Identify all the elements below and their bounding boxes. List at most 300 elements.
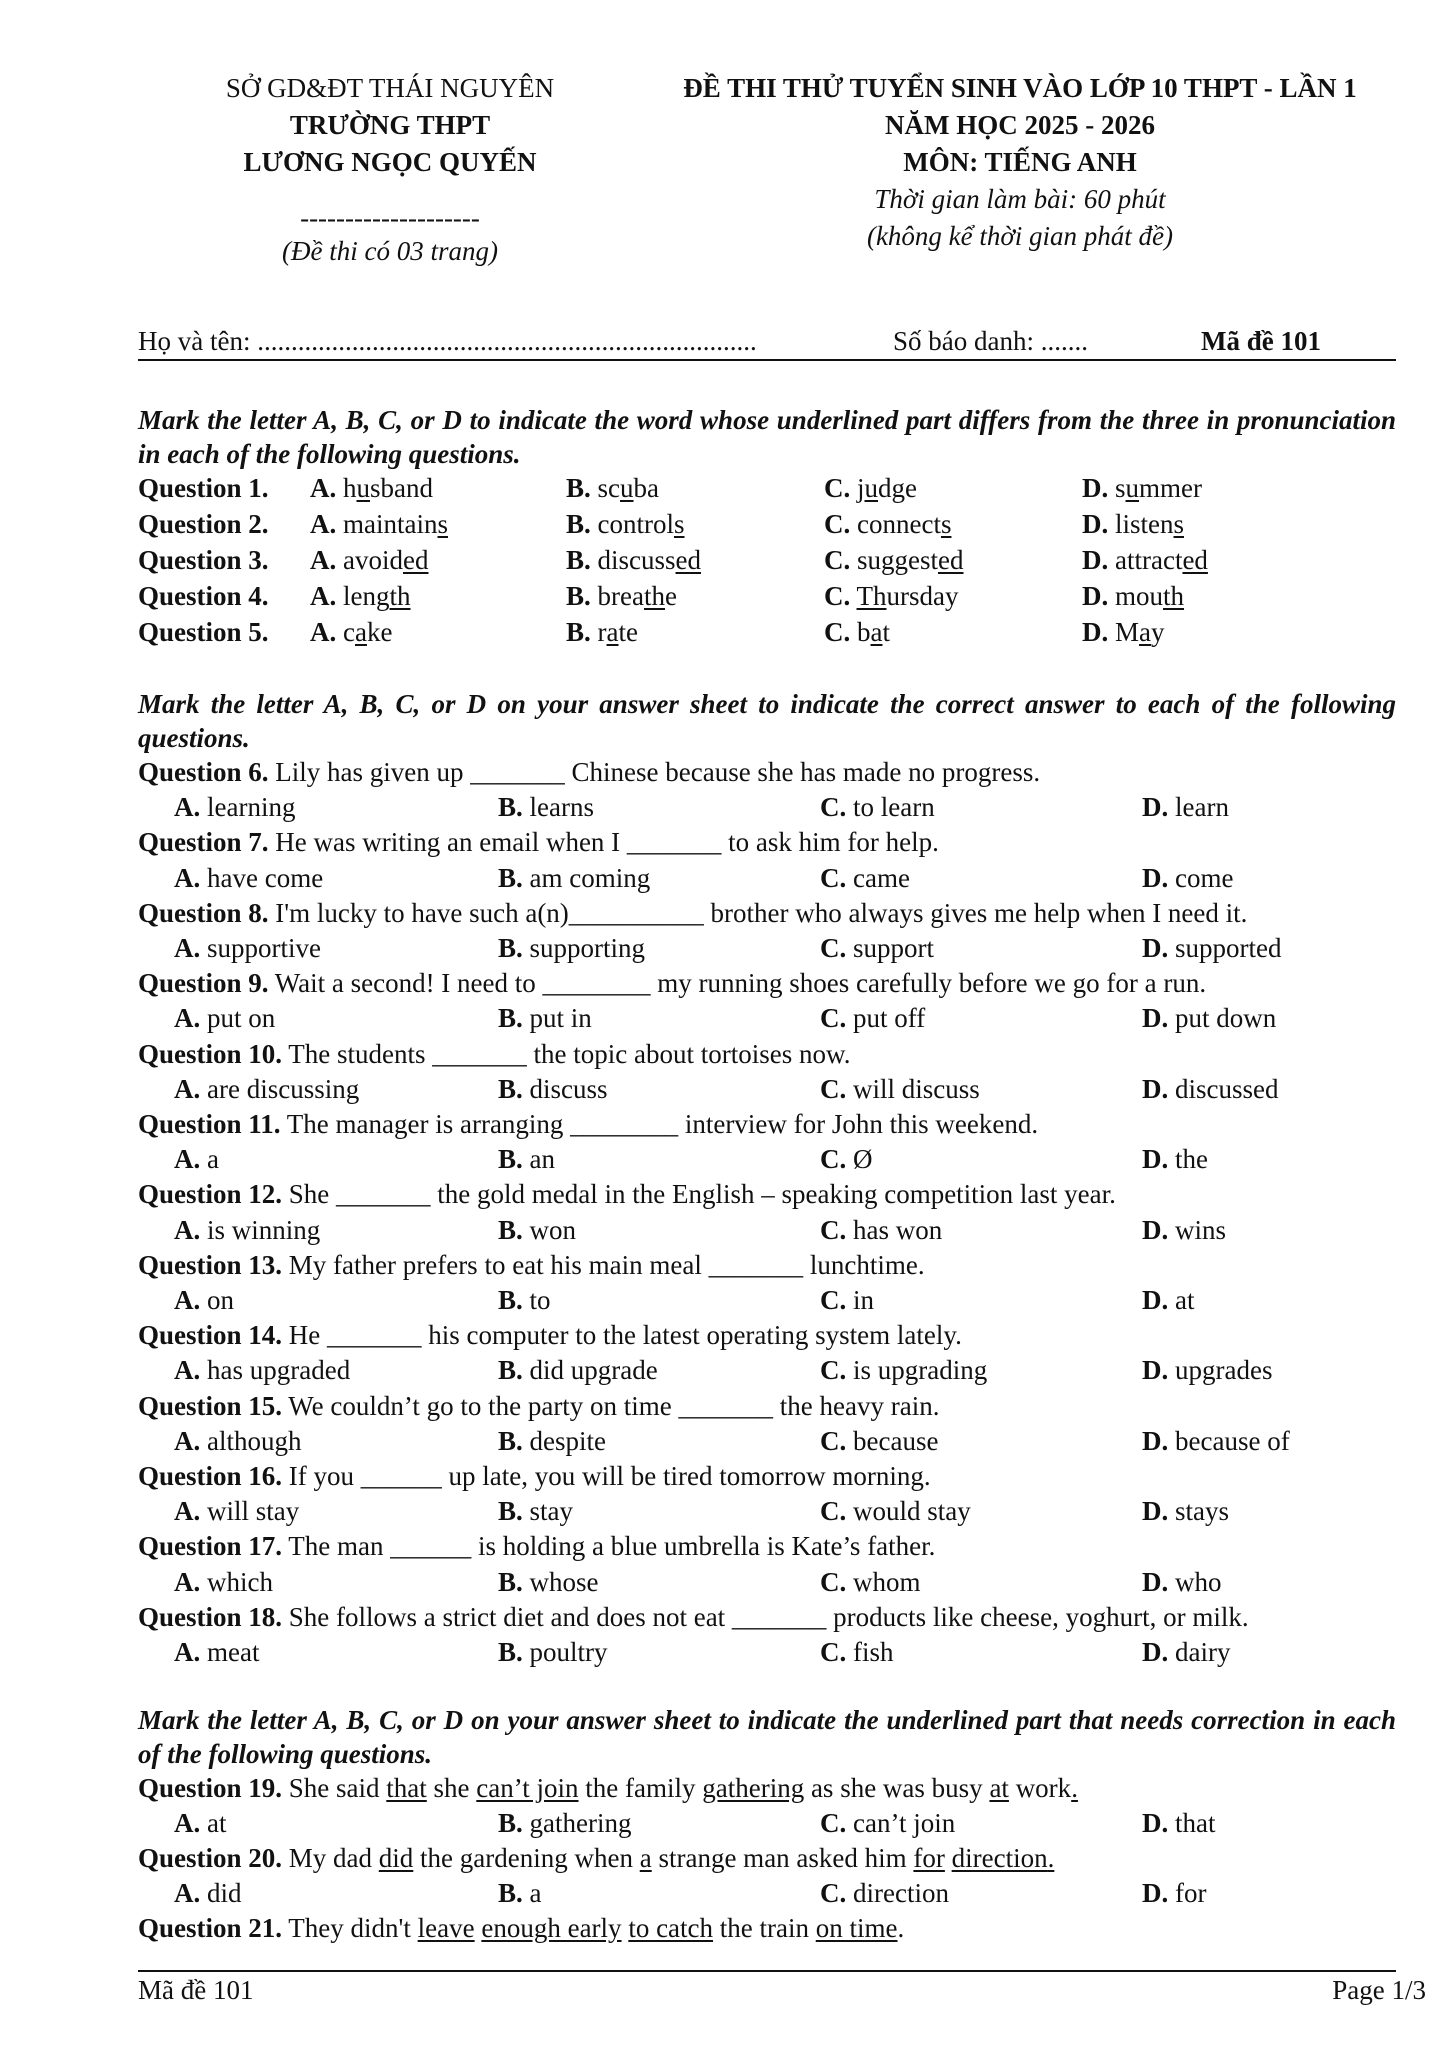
option-letter: B. — [498, 1566, 523, 1597]
option-text: to learn — [853, 792, 935, 823]
option-letter: B. — [498, 1496, 523, 1527]
option-letter: B. — [498, 1878, 523, 1908]
question-text: We couldn’t go to the party on time _______ the heavy rain. — [288, 1390, 940, 1421]
option-text: won — [529, 1214, 577, 1245]
question-number: Question 21. — [138, 1913, 283, 1943]
exam-code: Mã đề 101 — [1201, 326, 1321, 356]
underlined-part: that — [386, 1773, 427, 1803]
option-text: learns — [529, 792, 594, 823]
option-letter: B. — [498, 1003, 523, 1034]
answer-option — [1142, 1876, 1206, 1911]
underlined-part: a — [354, 617, 367, 647]
question-text: He was writing an email when I _______ to ask him for help. — [275, 827, 939, 858]
option-text: avoid — [343, 545, 403, 575]
option-text: at — [207, 1808, 227, 1838]
option-text: meat — [207, 1637, 260, 1667]
option-text: put on — [207, 1003, 276, 1034]
option-text: although — [207, 1425, 302, 1456]
question-text: The students _______ the topic about tortoises now. — [288, 1038, 851, 1069]
option-letter: C. — [820, 1637, 847, 1667]
option-letter: B. — [498, 1214, 523, 1245]
option-letter: A. — [174, 1073, 201, 1104]
option-text: discussed — [1175, 1073, 1279, 1104]
option-letter: D. — [1082, 581, 1109, 611]
option-text: will stay — [207, 1496, 300, 1527]
option-text: dge — [878, 473, 917, 503]
option-letter: A. — [174, 1214, 201, 1245]
question-number: Question 4. — [138, 581, 269, 611]
answer-option — [820, 1213, 942, 1248]
option-letter: B. — [566, 545, 591, 575]
answer-option — [174, 1494, 299, 1529]
underlined-part: s — [674, 509, 685, 539]
option-letter: A. — [174, 1425, 201, 1456]
option-text: c — [343, 617, 355, 647]
option-letter: C. — [820, 1003, 847, 1034]
option-text: put down — [1175, 1003, 1277, 1034]
question-text: work — [1008, 1773, 1072, 1803]
question-text: She follows a strict diet and does not eat _______ products like cheese, yoghurt, or milk. — [288, 1601, 1249, 1632]
option-letter: C. — [820, 792, 847, 823]
answer-option — [566, 506, 685, 542]
school-name-line2: LƯƠNG NGỌC QUYẾN — [243, 147, 537, 177]
underlined-part: th — [1163, 581, 1185, 611]
answer-option — [824, 470, 917, 506]
underlined-part: for — [913, 1843, 945, 1873]
pronunciation-question-row — [138, 506, 1398, 542]
option-text: the — [1175, 1144, 1208, 1175]
underlined-part: s — [437, 509, 448, 539]
option-letter: C. — [824, 581, 851, 611]
option-letter: D. — [1142, 1073, 1169, 1104]
answer-option — [1082, 542, 1208, 578]
question-number: Question 17. — [138, 1531, 283, 1562]
option-text: learn — [1175, 792, 1229, 823]
question-line — [138, 1771, 1398, 1806]
option-letter: D. — [1082, 545, 1109, 575]
question-number: Question 1. — [138, 473, 269, 503]
option-text: despite — [529, 1425, 606, 1456]
answer-option — [174, 1142, 219, 1177]
option-text: did — [207, 1878, 242, 1908]
underlined-part: enough early — [481, 1913, 622, 1943]
option-text: have come — [207, 862, 324, 893]
answer-option — [498, 1635, 608, 1670]
answer-option — [498, 1494, 573, 1529]
answer-option — [820, 1424, 938, 1459]
option-letter: C. — [820, 1878, 847, 1908]
option-letter: C. — [820, 862, 847, 893]
question-text: I'm lucky to have such a(n)__________ brother who always gives me help when I need it. — [275, 897, 1248, 928]
answer-option — [498, 790, 594, 825]
department-name: SỞ GD&ĐT THÁI NGUYÊN — [225, 73, 555, 103]
option-text: on — [207, 1285, 234, 1315]
options-row — [138, 1001, 1398, 1036]
answer-option — [498, 1001, 592, 1036]
question-line — [138, 1529, 1398, 1564]
option-letter: D. — [1082, 473, 1109, 503]
section2-instruction: Mark the letter A, B, C, or D on your answer sheet to indicate the correct answer to each of the following questions. — [138, 689, 1396, 753]
answer-option — [1082, 614, 1165, 650]
question-line — [138, 1107, 1398, 1142]
answer-option — [820, 1283, 874, 1318]
option-text: a — [207, 1144, 219, 1175]
option-letter: D. — [1142, 1144, 1169, 1175]
option-text: discuss — [529, 1073, 608, 1104]
option-letter: C. — [820, 1566, 847, 1597]
underlined-part: . — [1047, 1843, 1055, 1873]
option-text: at — [1175, 1285, 1195, 1315]
option-letter: D. — [1142, 1637, 1169, 1667]
answer-option — [566, 614, 638, 650]
options-row — [138, 1142, 1398, 1177]
answer-option — [566, 470, 659, 506]
option-text: ba — [633, 473, 659, 503]
option-letter: B. — [566, 581, 591, 611]
option-text: that — [1175, 1808, 1216, 1838]
option-text: j — [857, 473, 865, 503]
underlined-part: did — [378, 1843, 414, 1873]
option-text: s — [1115, 473, 1126, 503]
school-year: NĂM HỌC 2025 - 2026 — [885, 110, 1155, 140]
option-letter: D. — [1082, 509, 1109, 539]
option-text: gathering — [529, 1808, 632, 1838]
answer-option — [310, 506, 448, 542]
question-text: Wait a second! I need to ________ my running shoes carefully before we go for a run. — [274, 968, 1207, 999]
option-letter: C. — [820, 933, 847, 963]
answer-option — [174, 1806, 227, 1841]
options-row — [138, 1072, 1398, 1107]
answer-option — [498, 1353, 658, 1388]
question-line — [138, 1600, 1398, 1635]
section3-instruction: Mark the letter A, B, C, or D on your answer sheet to indicate the underlined part that needs correction in each of the following questions. — [138, 1705, 1396, 1769]
option-letter: D. — [1142, 1808, 1169, 1838]
option-letter: D. — [1142, 862, 1169, 893]
question-line — [138, 1389, 1398, 1424]
option-letter: D. — [1142, 1496, 1169, 1527]
option-text: wins — [1175, 1214, 1227, 1245]
answer-option — [174, 790, 295, 825]
option-text: support — [853, 933, 934, 963]
underlined-part: to catch — [628, 1913, 714, 1943]
option-letter: A. — [174, 933, 201, 963]
option-letter: C. — [820, 1425, 847, 1456]
underlined-part: a — [1139, 617, 1151, 647]
option-letter: C. — [820, 1285, 847, 1315]
header-right — [640, 70, 1400, 255]
answer-option — [498, 1424, 606, 1459]
question-line — [138, 825, 1398, 860]
options-row — [138, 1424, 1398, 1459]
question-text: the gardening when — [413, 1843, 640, 1873]
question-text: as she was busy — [804, 1773, 990, 1803]
question-line — [138, 1459, 1398, 1494]
underlined-part: leave — [417, 1913, 475, 1943]
answer-option — [820, 1142, 873, 1177]
answer-option — [1082, 470, 1202, 506]
answer-option — [820, 1494, 971, 1529]
pronunciation-question-row — [138, 614, 1398, 650]
answer-option — [820, 931, 934, 966]
underlined-part: ed — [1182, 545, 1208, 575]
header-left — [160, 70, 620, 270]
option-letter: C. — [820, 1214, 847, 1245]
option-letter: D. — [1142, 1285, 1169, 1315]
answer-option — [310, 614, 392, 650]
answer-option — [498, 1213, 576, 1248]
answer-option — [820, 1001, 925, 1036]
answer-option — [498, 1142, 555, 1177]
option-letter: D. — [1142, 792, 1169, 823]
question-number: Question 15. — [138, 1390, 283, 1421]
option-letter: A. — [310, 473, 337, 503]
option-text: supported — [1175, 933, 1282, 963]
underlined-part: u — [620, 473, 634, 503]
underlined-part: u — [356, 473, 370, 503]
question-number: Question 14. — [138, 1320, 283, 1351]
answer-option — [498, 861, 650, 896]
question-number: Question 6. — [138, 757, 269, 787]
answer-option — [1142, 1283, 1195, 1318]
option-text: is winning — [207, 1214, 321, 1245]
answer-option — [174, 1001, 275, 1036]
answer-option — [820, 1353, 987, 1388]
answer-option — [174, 861, 323, 896]
options-row — [138, 1494, 1398, 1529]
question-number: Question 19. — [138, 1773, 283, 1803]
option-text: te — [618, 617, 638, 647]
question-text — [945, 1843, 952, 1873]
option-letter: D. — [1142, 1355, 1169, 1386]
option-text: a — [529, 1878, 542, 1908]
option-text: attract — [1115, 545, 1183, 575]
answer-option — [174, 1635, 259, 1670]
option-letter: A. — [174, 1878, 201, 1908]
option-letter: C. — [820, 1073, 847, 1104]
question-number: Question 12. — [138, 1179, 283, 1210]
option-text: come — [1175, 862, 1234, 893]
option-text: in — [853, 1285, 875, 1315]
question-line — [138, 1841, 1398, 1876]
answer-option — [824, 542, 963, 578]
option-text: brea — [597, 581, 644, 611]
option-letter: C. — [824, 545, 851, 575]
answer-option — [498, 931, 645, 966]
option-text: e — [665, 581, 677, 611]
options-row — [138, 1635, 1398, 1670]
answer-option — [174, 1213, 320, 1248]
answer-option — [1142, 1635, 1230, 1670]
option-text: came — [853, 862, 910, 893]
option-letter: B. — [498, 1144, 523, 1175]
options-row — [138, 1806, 1398, 1841]
question-text: He _______ his computer to the latest operating system lately. — [288, 1320, 962, 1351]
underlined-part: ed — [938, 545, 964, 575]
option-letter: C. — [820, 1144, 847, 1175]
question-number: Question 18. — [138, 1601, 283, 1632]
question-number: Question 13. — [138, 1249, 283, 1280]
option-text: put in — [529, 1003, 592, 1034]
question-line — [138, 1037, 1398, 1072]
option-text: poultry — [529, 1637, 608, 1667]
option-text: y — [1151, 617, 1165, 647]
option-letter: D. — [1142, 1425, 1169, 1456]
underlined-part: direction — [951, 1843, 1048, 1873]
header-divider — [138, 359, 1396, 361]
option-letter: B. — [498, 1285, 523, 1315]
underlined-part: a — [606, 617, 619, 647]
question-text: she — [426, 1773, 477, 1803]
answer-option — [498, 1283, 551, 1318]
candidate-info — [138, 323, 1398, 359]
option-letter: B. — [498, 1637, 523, 1667]
question-line — [138, 1177, 1398, 1212]
question-line — [138, 1248, 1398, 1283]
answer-option — [1082, 578, 1184, 614]
option-text: ke — [366, 617, 393, 647]
question-text: The man ______ is holding a blue umbrella is Kate’s father. — [288, 1531, 936, 1562]
candidate-name-field: Họ và tên: .......................................................................... — [138, 326, 757, 356]
option-text: are discussing — [207, 1073, 360, 1104]
underlined-part: th — [389, 581, 411, 611]
answer-option — [1142, 1565, 1222, 1600]
option-letter: A. — [174, 1808, 201, 1838]
question-number: Question 10. — [138, 1038, 283, 1069]
option-letter: C. — [820, 1496, 847, 1527]
option-text: put off — [853, 1003, 926, 1034]
option-text: mou — [1115, 581, 1164, 611]
option-text: which — [207, 1566, 273, 1597]
option-text: mmer — [1139, 473, 1202, 503]
question-text: They didn't — [288, 1913, 418, 1943]
option-letter: B. — [498, 933, 523, 963]
answer-option — [174, 1283, 234, 1318]
answer-option — [174, 1424, 302, 1459]
answer-option — [1142, 1424, 1290, 1459]
answer-option — [1142, 1213, 1226, 1248]
option-text: maintain — [343, 509, 438, 539]
option-letter: C. — [824, 473, 851, 503]
option-letter: D. — [1142, 1566, 1169, 1597]
option-text: Ø — [853, 1144, 873, 1175]
option-text: h — [343, 473, 357, 503]
answer-option — [1142, 1806, 1216, 1841]
answer-option — [824, 578, 959, 614]
option-text: has won — [853, 1214, 943, 1245]
underlined-part: a — [870, 617, 883, 647]
option-text: will discuss — [853, 1073, 980, 1104]
option-letter: B. — [498, 1808, 523, 1838]
option-text: am coming — [529, 862, 651, 893]
option-text: control — [597, 509, 674, 539]
options-row — [138, 1283, 1398, 1318]
question-text: . — [897, 1913, 905, 1943]
pages-note: (Đề thi có 03 trang) — [282, 236, 498, 266]
options-row — [138, 1353, 1398, 1388]
question-text: She _______ the gold medal in the English – speaking competition last year. — [288, 1179, 1116, 1210]
answer-option — [1142, 1001, 1276, 1036]
answer-option — [310, 578, 411, 614]
option-text: stays — [1175, 1496, 1229, 1527]
option-text: learning — [207, 792, 296, 823]
underlined-part: can’t join — [476, 1773, 579, 1803]
answer-option — [820, 1806, 955, 1841]
answer-option — [1142, 931, 1281, 966]
option-letter: B. — [566, 473, 591, 503]
question-number: Question 2. — [138, 509, 269, 539]
option-letter: D. — [1082, 617, 1109, 647]
answer-option — [820, 1876, 949, 1911]
option-text: would stay — [853, 1496, 971, 1527]
exam-title: ĐỀ THI THỬ TUYỂN SINH VÀO LỚP 10 THPT - LẦN 1 — [683, 73, 1357, 103]
school-name-line1: TRƯỜNG THPT — [289, 110, 491, 140]
header-dashes: -------------------- — [300, 203, 480, 233]
answer-option — [820, 1635, 894, 1670]
question-number: Question 9. — [138, 968, 269, 999]
footer-page-number: Page 1/3 — [1332, 1975, 1426, 2005]
option-text: listen — [1115, 509, 1174, 539]
option-letter: A. — [174, 1003, 201, 1034]
option-text: sc — [597, 473, 621, 503]
options-row — [138, 1876, 1398, 1911]
answer-option — [310, 542, 428, 578]
option-letter: B. — [498, 792, 523, 823]
answer-option — [1082, 506, 1184, 542]
underlined-part: Th — [856, 581, 887, 611]
exam-time: Thời gian làm bài: 60 phút — [874, 184, 1166, 214]
answer-option — [1142, 1142, 1208, 1177]
option-letter: C. — [824, 509, 851, 539]
answer-option — [498, 1565, 599, 1600]
answer-option — [820, 1565, 921, 1600]
answer-option — [174, 1876, 242, 1911]
underlined-part: on time — [815, 1913, 898, 1943]
option-text: fish — [853, 1637, 894, 1667]
underlined-part: ed — [403, 545, 429, 575]
answer-option — [1142, 861, 1233, 896]
answer-option — [174, 1072, 359, 1107]
question-text: the family — [578, 1773, 703, 1803]
option-text: for — [1175, 1878, 1207, 1908]
answer-option — [1142, 790, 1229, 825]
question-number: Question 20. — [138, 1843, 283, 1873]
options-row — [138, 1213, 1398, 1248]
answer-option — [498, 1806, 631, 1841]
underlined-part: ed — [675, 545, 702, 575]
option-letter: A. — [174, 1285, 201, 1315]
options-row — [138, 931, 1398, 966]
option-letter: B. — [566, 509, 591, 539]
option-letter: B. — [566, 617, 591, 647]
answer-option — [1142, 1353, 1272, 1388]
option-text: has upgraded — [207, 1355, 351, 1386]
option-text: to — [529, 1285, 551, 1315]
question-text: My father prefers to eat his main meal _______ lunchtime. — [288, 1249, 925, 1280]
option-text: b — [857, 617, 871, 647]
option-letter: D. — [1142, 1214, 1169, 1245]
underlined-part: . — [1071, 1773, 1078, 1803]
question-text: Lily has given up _______ Chinese because she has made no progress. — [275, 757, 1041, 787]
option-text: leng — [343, 581, 390, 611]
footer — [138, 1972, 1426, 2008]
candidate-number-field: Số báo danh: ....... — [893, 326, 1088, 356]
option-letter: C. — [820, 1355, 847, 1386]
option-letter: A. — [310, 581, 337, 611]
question-line — [138, 1911, 1398, 1946]
option-text: stay — [529, 1496, 574, 1527]
question-line — [138, 896, 1398, 931]
option-text: t — [882, 617, 890, 647]
